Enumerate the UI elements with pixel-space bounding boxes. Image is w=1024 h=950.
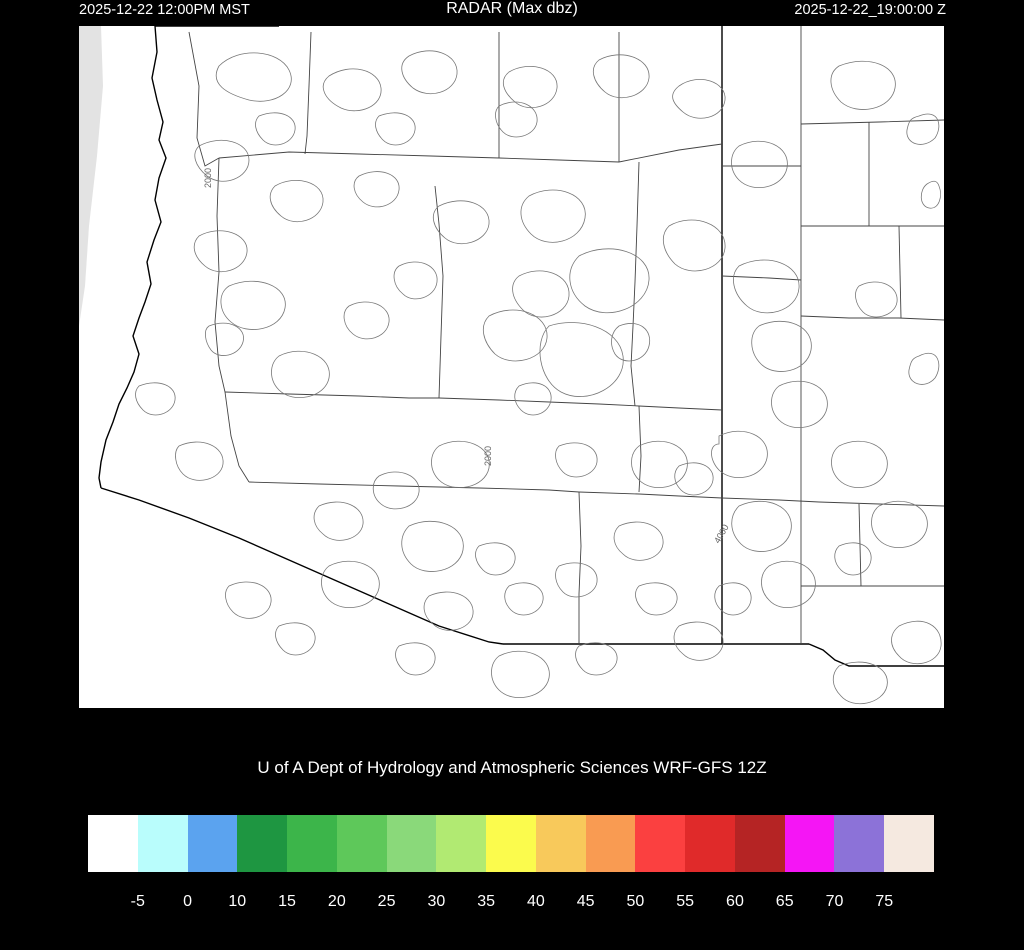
- colorbar-tick-label: 20: [327, 893, 346, 910]
- valid-time-local: 2025-12-22 12:00PM MST: [79, 2, 250, 18]
- page-title: RADAR (Max dbz): [446, 0, 578, 17]
- colorbar-tick-label: 70: [825, 893, 844, 910]
- colorbar-swatch: [237, 815, 287, 872]
- colorbar-tick-label: 65: [775, 893, 794, 910]
- colorbar-swatch: [884, 815, 934, 872]
- contour-label-2000-north: 2000: [203, 167, 213, 188]
- colorbar-tick-label: 15: [278, 893, 296, 910]
- map-graphic: [79, 26, 944, 708]
- colorbar-swatch: [88, 815, 138, 872]
- dbz-colorbar-labels: [88, 893, 934, 917]
- colorbar-tick-label: 40: [526, 893, 545, 910]
- colorbar-tick-label: 30: [427, 893, 446, 910]
- colorbar-swatch: [337, 815, 387, 872]
- colorbar-tick-label: 35: [477, 893, 496, 910]
- colorbar-swatch: [436, 815, 486, 872]
- colorbar-tick-label: 60: [726, 893, 744, 910]
- contour-label-4000: 4000: [712, 522, 731, 545]
- colorbar-tick-label: 55: [676, 893, 695, 910]
- map-background: [79, 26, 944, 708]
- map-panel: [79, 26, 944, 708]
- model-caption: U of A Dept of Hydrology and Atmospheric Sciences WRF-GFS 12Z: [257, 758, 767, 777]
- colorbar-tick-label: 45: [576, 893, 595, 910]
- colorbar-swatch: [635, 815, 685, 872]
- colorbar-swatch: [785, 815, 835, 872]
- colorbar-tick-label: 0: [183, 893, 192, 910]
- colorbar-swatch: [735, 815, 785, 872]
- valid-time-utc: 2025-12-22_19:00:00 Z: [794, 2, 946, 18]
- colorbar-swatch: [586, 815, 636, 872]
- contour-label-2000-central: 2000: [483, 445, 493, 466]
- colorbar-swatch: [486, 815, 536, 872]
- colorbar-swatch: [834, 815, 884, 872]
- colorbar-tick-label: 50: [626, 893, 645, 910]
- dbz-colorbar: [88, 815, 934, 872]
- colorbar-swatch: [287, 815, 337, 872]
- colorbar-tick-label: 75: [875, 893, 894, 910]
- colorbar-swatch: [188, 815, 238, 872]
- colorbar-swatch: [685, 815, 735, 872]
- colorbar-tick-label: 10: [228, 893, 247, 910]
- image-header: [0, 0, 1024, 24]
- colorbar-tick-label: -5: [130, 893, 145, 910]
- colorbar-swatch: [536, 815, 586, 872]
- colorbar-swatch: [138, 815, 188, 872]
- colorbar-swatch: [387, 815, 437, 872]
- colorbar-tick-label: 25: [377, 893, 396, 910]
